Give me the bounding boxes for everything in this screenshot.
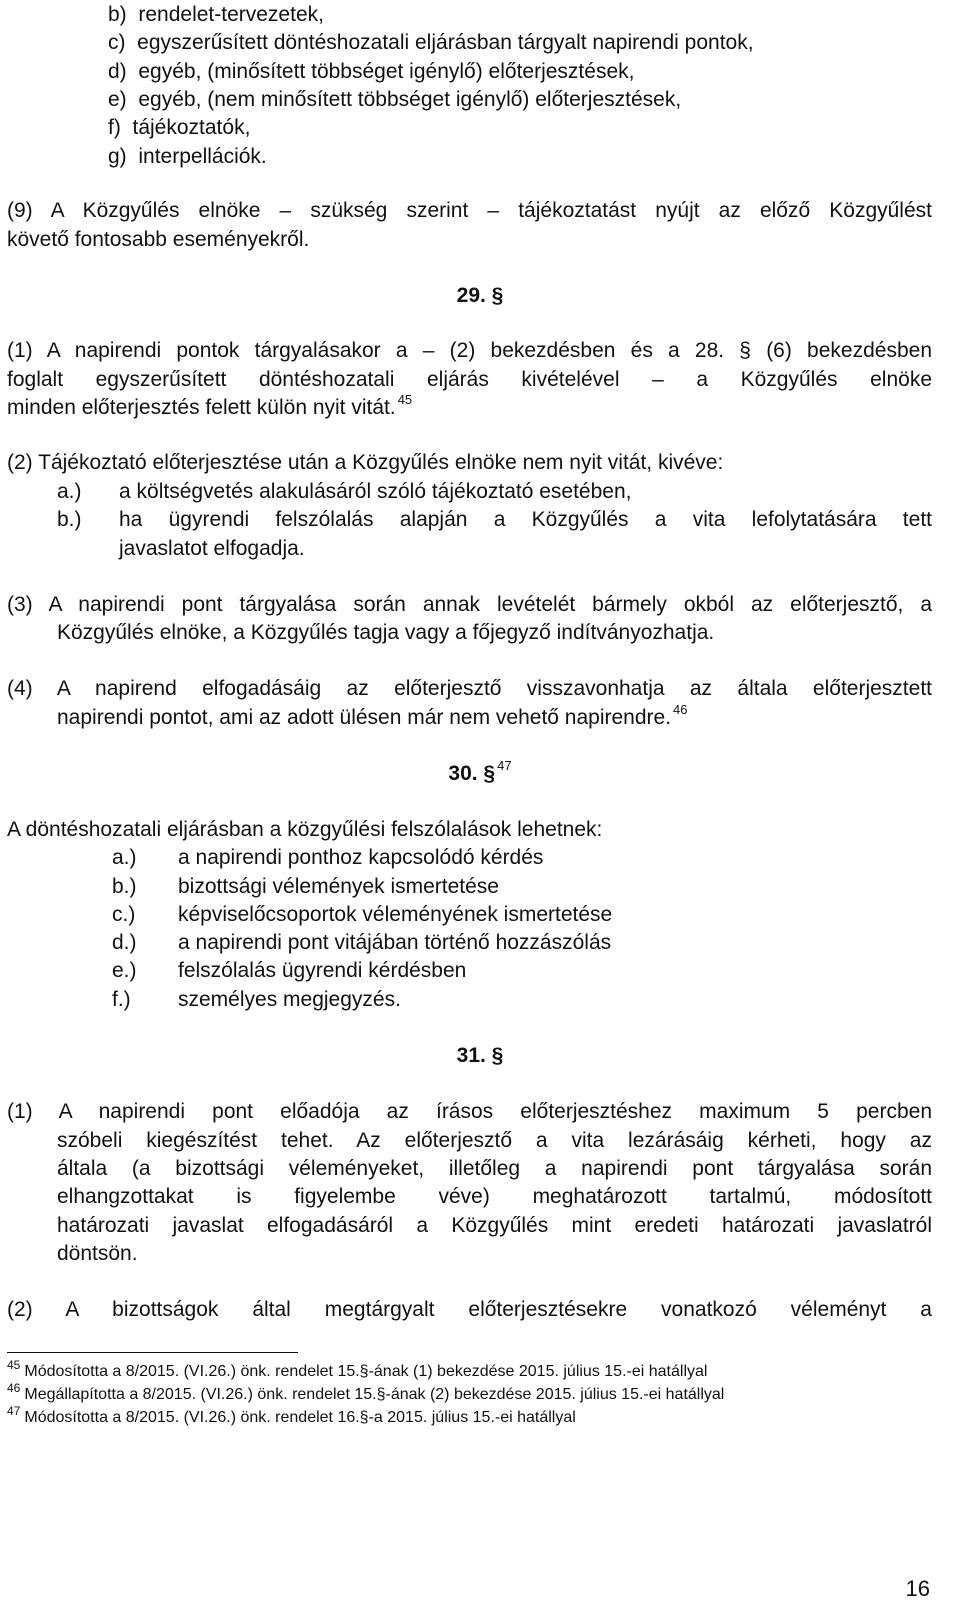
list-marker: f) [108,116,121,139]
paragraph-29-4-line [57,703,688,734]
paragraph-31-1-line: általa (a bizottsági véleményeket, illetőleg a napirendi pont tárgyalása során [57,1157,932,1180]
paragraph-31-1-line: elhangzottakat is figyelembe véve) meghatározott tartalmú, módosított [57,1185,932,1208]
paragraph-29-2-item-marker: b.) [57,508,82,531]
list-text: a napirendi pont vitájában történő hozzászólás [178,931,612,954]
paragraph-29-3-line: (3) A napirendi pont tárgyalása során annak levételét bármely okból az előterjesztő, a [7,593,932,616]
paragraph-9-line: (9) A Közgyűlés elnöke – szükség szerint – tájékoztatást nyújt az előző Közgyűlést [7,199,932,222]
footnote-number: 45 [7,1358,21,1372]
list-marker: e.) [112,959,137,982]
list-text: a napirendi ponthoz kapcsolódó kérdés [178,846,544,869]
list-text: interpellációk. [138,145,267,168]
list-text: felszólalás ügyrendi kérdésben [178,959,467,982]
list-marker: e) [108,88,127,111]
list-marker: f.) [112,988,131,1011]
section-30-intro: A döntéshozatali eljárásban a közgyűlési felszólalások lehetnek: [7,818,603,841]
paragraph-31-1-line: döntsön. [57,1242,138,1265]
list-marker: b) [108,3,127,26]
paragraph-29-2-item-text: ha ügyrendi felszólalás alapján a Közgyűlés a vita lefolytatására tett [119,508,932,531]
heading-text: 30. § [448,762,496,785]
list-text: bizottsági vélemények ismertetése [178,875,499,898]
footnote [7,1404,576,1428]
footnote-text: Módosította a 8/2015. (VI.26.) önk. rendelet 16.§-a 2015. július 15.-ei hatállyal [24,1409,576,1426]
footnote-number: 46 [7,1381,21,1395]
paragraph-29-2-line: (2) Tájékoztató előterjesztése után a Közgyűlés elnöke nem nyit vitát, kivéve: [7,451,724,474]
list-marker: c.) [112,903,136,926]
paragraph-31-1-line: határozati javaslat elfogadásáról a Közgyűlés mint eredeti határozati javaslatról [57,1214,932,1237]
list-item [108,28,754,57]
paragraph-29-1-line: (1) A napirendi pontok tárgyalásakor a – (2) bekezdésben és a 28. § (6) bekezdésben [7,339,932,362]
paragraph-9-line: követő fontosabb eseményekről. [7,228,310,251]
paragraph-text: napirendi pontot, ami az adott ülésen már nem vehető napirendre. [57,706,672,729]
paragraph-31-1-line: (1) A napirendi pont előadója az írásos előterjesztéshez maximum 5 percben [7,1100,932,1123]
list-marker: b.) [112,875,137,898]
footnote-ref[interactable]: 46 [673,702,688,717]
section-heading-29: 29. § [456,284,504,307]
footnote [7,1358,708,1382]
list-item [108,142,267,171]
list-marker: d.) [112,931,137,954]
list-text: egyéb, (minősített többséget igénylő) előterjesztések, [138,60,635,83]
paragraph-text: minden előterjesztés felett külön nyit vitát. [7,396,396,419]
list-text: tájékoztatók, [132,116,251,139]
list-item [108,57,634,86]
footnote-number: 47 [7,1404,21,1418]
list-marker: d) [108,60,127,83]
section-heading-30 [0,759,960,790]
footnote-divider [7,1352,298,1353]
list-text: egyszerűsített döntéshozatali eljárásban tárgyalt napirendi pontok, [137,31,754,54]
paragraph-29-2-item-text: a költségvetés alakulásáról szóló tájékoztató esetében, [119,480,632,503]
paragraph-29-3-line: Közgyűlés elnöke, a Közgyűlés tagja vagy a főjegyző indítványozhatja. [57,621,715,644]
footnote [7,1381,725,1405]
list-item [108,113,250,142]
footnote-text: Megállapította a 8/2015. (VI.26.) önk. rendelet 15.§-ának (2) bekezdése 2015. július 15.-ei hatállyal [24,1386,725,1403]
list-text: rendelet-tervezetek, [138,3,324,26]
footnote-text: Módosította a 8/2015. (VI.26.) önk. rendelet 15.§-ának (1) bekezdése 2015. július 15.-ei hatállyal [24,1363,708,1380]
paragraph-31-1-line: szóbeli kiegészítést tehet. Az előterjesztő a vita lezárásáig kérheti, hogy az [57,1129,932,1152]
list-text: egyéb, (nem minősített többséget igénylő) előterjesztések, [138,88,682,111]
footnote-ref[interactable]: 47 [497,758,512,773]
paragraph-29-2-item-text: javaslatot elfogadja. [119,537,305,560]
list-item [108,85,681,114]
footnote-ref[interactable]: 45 [397,392,413,407]
paragraph-29-4-line: (4) A napirend elfogadásáig az előterjesztő visszavonhatja az általa előterjesztett [7,677,932,700]
page-number: 16 [905,1576,930,1601]
paragraph-31-2-line: (2) A bizottságok által megtárgyalt előterjesztésekre vonatkozó véleményt a [7,1298,932,1321]
paragraph-29-1-line: foglalt egyszerűsített döntéshozatali eljárás kivételével – a Közgyűlés elnöke [7,368,932,391]
paragraph-29-1-line [7,393,412,424]
list-text: képviselőcsoportok véleményének ismertetése [178,903,613,926]
section-heading-31: 31. § [456,1044,504,1067]
list-marker: a.) [112,846,137,869]
paragraph-29-2-item-marker: a.) [57,480,82,503]
list-marker: g) [108,145,127,168]
list-marker: c) [108,31,126,54]
list-item [108,0,324,29]
list-text: személyes megjegyzés. [178,988,401,1011]
